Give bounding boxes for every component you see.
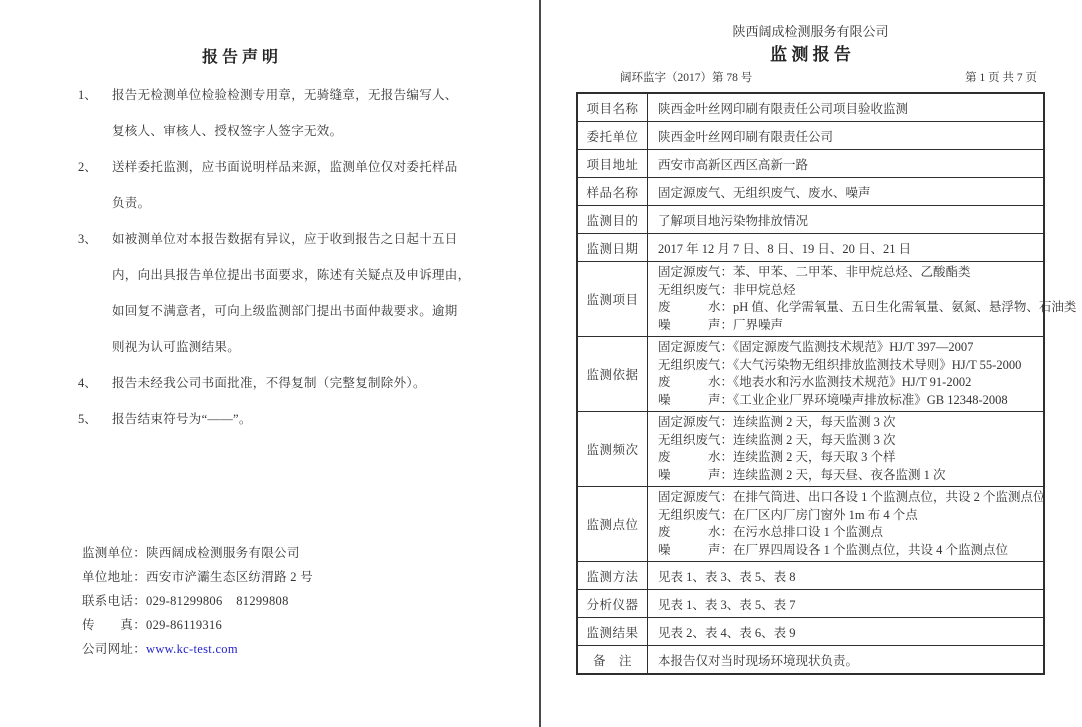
row-label: 监测日期 <box>577 234 648 262</box>
row-label: 备 注 <box>577 646 648 675</box>
row-value-line: 固定源废气：连续监测 2 天，每天监测 3 次 <box>658 415 896 429</box>
footer-row <box>82 565 313 589</box>
item-number: 2、 <box>78 160 97 174</box>
row-value <box>648 234 1045 262</box>
company-name: 陕西阔成检测服务有限公司 <box>732 24 889 39</box>
table-row <box>577 487 1044 562</box>
row-value <box>648 646 1045 675</box>
footer-value: 029-81299806 81299808 <box>146 594 289 608</box>
row-label: 监测结果 <box>577 618 648 646</box>
item-line: 内，向出具报告单位提出书面要求，陈述有关疑点及申诉理由， <box>112 268 471 282</box>
row-label: 监测依据 <box>577 337 648 412</box>
row-value-line: 无组织废气：在厂区内厂房门窗外 1m 布 4 个点 <box>658 507 918 522</box>
footer-label: 单位地址： <box>82 570 147 584</box>
row-label: 项目名称 <box>577 93 648 122</box>
row-value-line: 陕西金叶丝网印刷有限责任公司项目验收监测 <box>658 101 909 116</box>
row-value-line: 废 水：《地表水和污水监测技术规范》HJ/T 91-2002 <box>658 375 972 389</box>
row-value-line: 见表 1、表 3、表 5、表 7 <box>658 597 796 612</box>
declaration-item <box>78 149 478 221</box>
row-label: 监测频次 <box>577 412 648 487</box>
item-line: 报告无检测单位检验检测专用章，无骑缝章，无报告编写人、 <box>112 88 458 102</box>
report-doc-line <box>576 70 1045 86</box>
item-line: 如回复不满意者，可向上级监测部门提出书面仲裁要求。逾期 <box>112 304 458 318</box>
row-label: 监测方法 <box>577 562 648 590</box>
declaration-item <box>78 221 478 365</box>
item-line: 送样委托监测，应书面说明样品来源，监测单位仅对委托样品 <box>112 160 458 174</box>
row-label: 监测目的 <box>577 206 648 234</box>
row-value <box>648 337 1045 412</box>
website-link[interactable]: www.kc-test.com <box>146 642 238 656</box>
row-value <box>648 150 1045 178</box>
table-row <box>577 590 1044 618</box>
footer-label: 传 真： <box>82 618 147 632</box>
report-title: 监 测 报 告 <box>770 45 851 64</box>
row-value-line: 无组织废气：连续监测 2 天，每天监测 3 次 <box>658 432 896 447</box>
row-value <box>648 562 1045 590</box>
row-value-line: 固定源废气、无组织废气、废水、噪声 <box>658 185 871 200</box>
footer-value: 029-86119316 <box>146 618 223 632</box>
row-value-line: 噪 声：在厂界四周设各 1 个监测点位，共设 4 个监测点位 <box>658 542 1009 557</box>
declaration-page <box>0 0 539 727</box>
row-value-line: 固定源废气：在排气筒进、出口各设 1 个监测点位，共设 2 个监测点位 <box>658 490 1046 504</box>
table-row <box>577 618 1044 646</box>
footer-value: 陕西阔成检测服务有限公司 <box>146 546 300 560</box>
item-lines <box>112 401 478 437</box>
row-value <box>648 122 1045 150</box>
table-row <box>577 178 1044 206</box>
row-value-line: 无组织废气：《大气污染物无组织排放监测技术导则》HJ/T 55-2000 <box>658 357 1022 372</box>
row-value <box>648 590 1045 618</box>
row-value <box>648 93 1045 122</box>
item-line: 则视为认可监测结果。 <box>112 340 241 354</box>
item-line: 报告未经我公司书面批准，不得复制（完整复制除外）。 <box>112 376 426 390</box>
table-row <box>577 646 1044 675</box>
item-number: 1、 <box>78 88 97 102</box>
footer-row <box>82 541 313 565</box>
row-value <box>648 262 1077 337</box>
table-row <box>577 234 1044 262</box>
table-row <box>577 206 1044 234</box>
report-page <box>541 0 1082 727</box>
row-label: 分析仪器 <box>577 590 648 618</box>
row-value <box>648 487 1045 562</box>
row-value-line: 无组织废气：非甲烷总烃 <box>658 282 796 297</box>
row-value <box>648 618 1045 646</box>
row-value-line: 2017 年 12 月 7 日、8 日、19 日、20 日、21 日 <box>658 241 912 256</box>
item-lines <box>112 221 478 365</box>
row-label: 样品名称 <box>577 178 648 206</box>
row-value-line: 见表 1、表 3、表 5、表 8 <box>658 569 796 584</box>
item-lines <box>112 365 478 401</box>
table-row <box>577 262 1044 337</box>
row-value-line: 固定源废气：《固定源废气监测技术规范》HJ/T 397—2007 <box>658 340 974 354</box>
row-value-line: 了解项目地污染物排放情况 <box>658 213 809 228</box>
table-row <box>577 337 1044 412</box>
row-value-line: 见表 2、表 4、表 6、表 9 <box>658 625 796 640</box>
row-label: 项目地址 <box>577 150 648 178</box>
footer-row <box>82 589 313 613</box>
item-line: 报告结束符号为“——”。 <box>112 412 252 426</box>
table-row <box>577 562 1044 590</box>
report-table-body <box>577 93 1077 674</box>
row-value <box>648 178 1045 206</box>
row-value-line: 噪 声：连续监测 2 天，每天昼、夜各监测 1 次 <box>658 467 946 482</box>
report-page-number: 第 1 页 共 7 页 <box>965 72 1037 84</box>
row-value-line: 废 水：在污水总排口设 1 个监测点 <box>658 525 884 539</box>
footer-value: 西安市浐灞生态区纺渭路 2 号 <box>146 570 314 584</box>
item-line: 负责。 <box>112 196 151 210</box>
report-table <box>576 92 1077 675</box>
declaration-item <box>78 365 478 401</box>
row-value-line: 本报告仅对当时现场环境现状负责。 <box>658 653 859 668</box>
row-value <box>648 412 1045 487</box>
declaration-items <box>78 77 478 437</box>
table-row <box>577 150 1044 178</box>
row-value-line: 噪 声：厂界噪声 <box>658 317 784 332</box>
item-line: 复核人、审核人、授权签字人签字无效。 <box>112 124 343 138</box>
item-lines <box>112 77 478 149</box>
report-doc-number: 阔环监字（2017）第 78 号 <box>620 72 753 84</box>
item-line: 如被测单位对本报告数据有异议，应于收到报告之日起十五日 <box>112 232 458 246</box>
row-value-line: 废 水：pH 值、化学需氧量、五日生化需氧量、氨氮、悬浮物、石油类 <box>658 300 1077 314</box>
item-lines <box>112 149 478 221</box>
declaration-footer <box>82 541 313 661</box>
row-label: 监测点位 <box>577 487 648 562</box>
report-header <box>576 0 1045 86</box>
footer-label: 监测单位： <box>82 546 147 560</box>
footer-label: 公司网址： <box>82 642 147 656</box>
footer-row <box>82 613 313 637</box>
item-number: 5、 <box>78 412 97 426</box>
item-number: 4、 <box>78 376 97 390</box>
table-row <box>577 122 1044 150</box>
row-value-line: 西安市高新区西区高新一路 <box>658 157 809 172</box>
footer-label: 联系电话： <box>82 594 147 608</box>
footer-row <box>82 637 313 661</box>
declaration-item <box>78 401 478 437</box>
row-label: 委托单位 <box>577 122 648 150</box>
declaration-item <box>78 77 478 149</box>
table-row <box>577 412 1044 487</box>
row-value <box>648 206 1045 234</box>
item-number: 3、 <box>78 232 97 246</box>
row-value-line: 陕西金叶丝网印刷有限责任公司 <box>658 129 834 144</box>
row-value-line: 噪 声：《工业企业厂界环境噪声排放标准》GB 12348-2008 <box>658 392 1008 407</box>
row-value-line: 废 水：连续监测 2 天，每天取 3 个样 <box>658 450 896 464</box>
row-label: 监测项目 <box>577 262 648 337</box>
declaration-title: 报 告 声 明 <box>201 49 278 66</box>
table-row <box>577 93 1044 122</box>
row-value-line: 固定源废气：苯、甲苯、二甲苯、非甲烷总烃、乙酸酯类 <box>658 265 971 279</box>
